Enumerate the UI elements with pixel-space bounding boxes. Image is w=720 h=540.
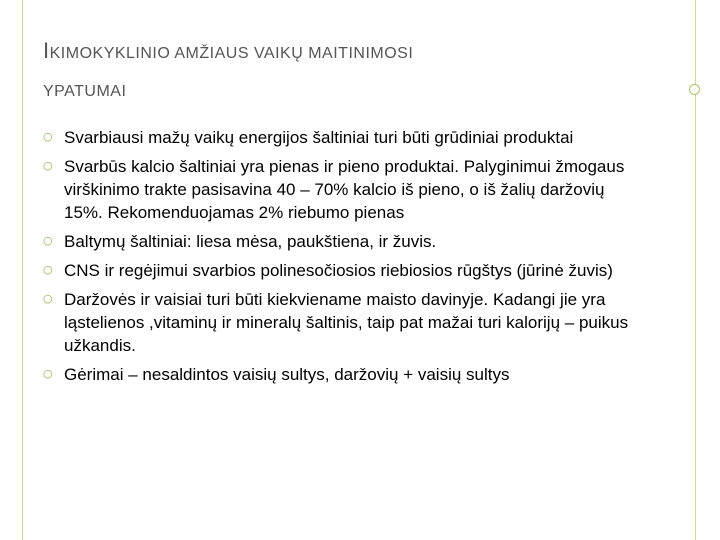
title-first-letter: I [43, 38, 50, 63]
title-line-2: YPATUMAI [43, 83, 127, 100]
hollow-circle-icon: ○ [43, 130, 53, 143]
list-item-text: CNS ir regėjimui svarbios polinesočiosios riebiosios rūgštys (jūrinė žuvis) [64, 261, 613, 280]
list-item [43, 155, 643, 224]
right-border-line [695, 0, 696, 540]
list-item [43, 126, 643, 149]
list-item [43, 363, 643, 386]
title-line-1 [43, 40, 663, 62]
hollow-circle-icon: ○ [43, 234, 53, 247]
hollow-circle-icon: ○ [43, 159, 53, 172]
hollow-circle-icon: ○ [43, 367, 53, 380]
list-item-text: Svarbūs kalcio šaltiniai yra pienas ir pieno produktai. Palyginimui žmogaus virškinimo trakte pasisavina 40 – 70% kalcio iš pieno, o iš žalių daržovių 15%. Rekomenduojamas 2% riebumo pienas [64, 157, 625, 222]
left-border-line [22, 0, 23, 540]
hollow-circle-icon: ○ [43, 263, 53, 276]
decorative-circle-icon [689, 84, 700, 95]
list-item-text: Svarbiausi mažų vaikų energijos šaltiniai turi būti grūdiniai produktai [64, 128, 574, 147]
list-item [43, 259, 643, 282]
bullet-list [43, 126, 643, 392]
list-item [43, 230, 643, 253]
slide-title [43, 40, 663, 100]
title-line-1-text: KIMOKYKLINIO AMŽIAUS VAIKŲ MAITINIMOSI [49, 45, 414, 62]
list-item [43, 288, 643, 357]
hollow-circle-icon: ○ [43, 292, 53, 305]
list-item-text: Gėrimai – nesaldintos vaisių sultys, daržovių + vaisių sultys [64, 365, 510, 384]
list-item-text: Daržovės ir vaisiai turi būti kiekviename maisto davinyje. Kadangi jie yra ląstelienos ,vitaminų ir mineralų šaltinis, taip pat mažai turi kalorijų – puikus užkandis. [64, 290, 629, 355]
list-item-text: Baltymų šaltiniai: liesa mėsa, paukštiena, ir žuvis. [64, 232, 437, 251]
